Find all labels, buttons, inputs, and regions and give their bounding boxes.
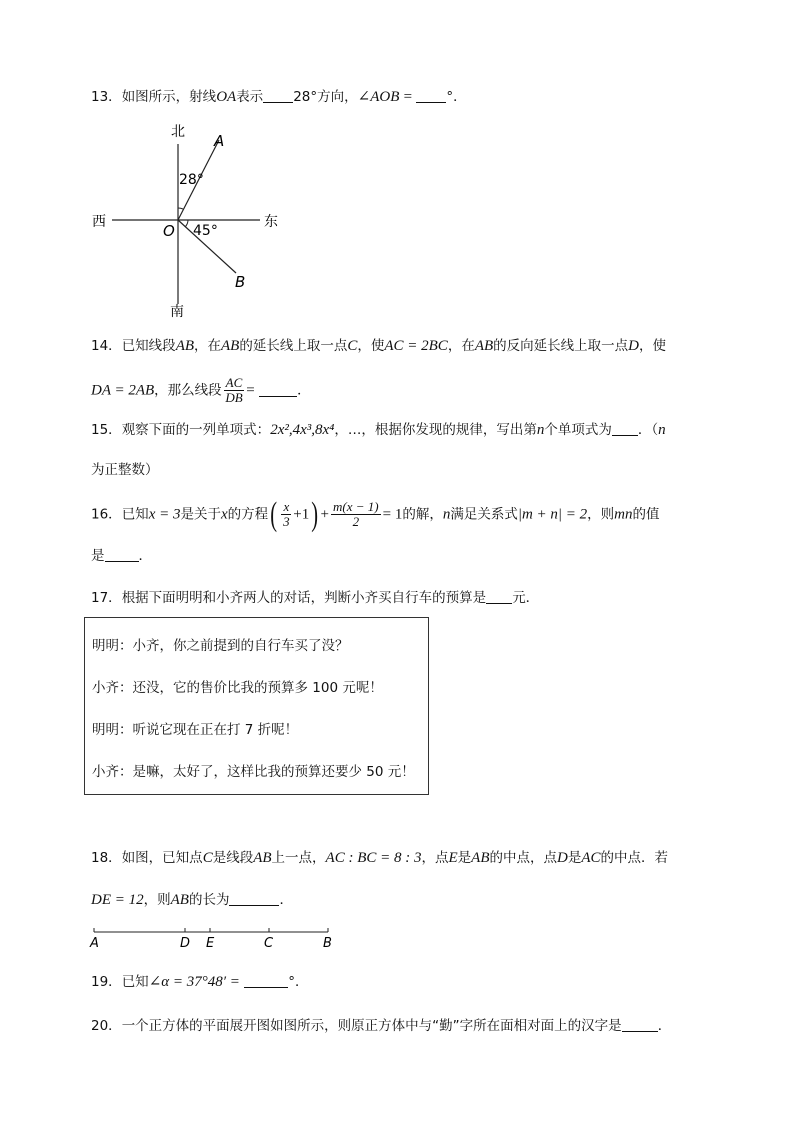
q13-text: 13．如图所示，射线OA表示 28°方向，∠AOB = °． <box>91 89 467 105</box>
label-a: A <box>90 936 99 951</box>
q15-line-2: 为正整数） <box>91 462 159 478</box>
q13-blank-1[interactable] <box>263 88 293 103</box>
label-east: 东 <box>264 214 278 230</box>
q13-compass-figure <box>88 118 288 323</box>
label-south: 南 <box>170 304 184 320</box>
angle-arc-top <box>178 208 183 209</box>
label-d: D <box>180 936 191 951</box>
q16-line-1: 16．已知x = 3是关于x的方程( $\frac{x}{3}$ +1) + $\frac{m(x - 1)}{2}$ = 1的解，n满足关系式|m + n| = 2，则mn的值 <box>91 495 660 533</box>
dialog-line-2: 小齐：还没，它的售价比我的预算多 100 元呢！ <box>92 680 383 696</box>
q16-fraction-1: $\frac{x}{3}$ <box>283 499 290 529</box>
q19-text: 19．已知∠α = 37°48′ = °． <box>91 974 309 990</box>
q17-dialog-box <box>84 617 429 795</box>
q14-line-1: 14．已知线段AB，在AB的延长线上取一点C，使AC = 2BC，在AB的反向延长线上取一点D，使 <box>91 338 666 354</box>
dialog-line-4: 小齐：是嘛，太好了，这样比我的预算还要少 50 元！ <box>92 764 415 780</box>
q13-blank-2[interactable] <box>416 88 446 103</box>
q14-blank[interactable] <box>259 382 297 397</box>
label-west: 西 <box>92 214 106 230</box>
label-angle-28: 28° <box>179 172 204 188</box>
label-a: A <box>214 132 225 150</box>
label-c: C <box>264 936 274 951</box>
q15-line-1: 15．观察下面的一列单项式：2x²,4x³,8x⁴，…，根据你发现的规律，写出第n个单项式为 ．（n <box>91 422 666 438</box>
q16-fraction-2: $\frac{m(x - 1)}{2}$ <box>333 499 379 529</box>
q14-line-2: DA = 2AB，那么线段 $\frac{AC}{DB}$ = ． <box>91 375 311 405</box>
label-b: B <box>235 273 246 291</box>
angle-arc-bottom <box>185 220 188 227</box>
q16-blank[interactable] <box>105 547 139 562</box>
q18-blank[interactable] <box>229 891 279 906</box>
label-e: E <box>206 936 215 951</box>
label-b: B <box>323 936 332 951</box>
q20-blank[interactable] <box>622 1017 658 1032</box>
q18-segment-figure <box>88 925 338 951</box>
q15-blank[interactable] <box>612 421 638 436</box>
q19-blank[interactable] <box>244 973 288 988</box>
dialog-line-1: 明明：小齐，你之前提到的自行车买了没？ <box>92 638 349 654</box>
label-angle-45: 45° <box>193 223 218 239</box>
q18-line-1: 18．如图，已知点C是线段AB上一点，AC : BC = 8 : 3，点E是AB的中点，点D是AC的中点．若 <box>91 850 668 866</box>
q20-text: 20．一个正方体的平面展开图如图所示，则原正方体中与“勤”字所在面相对面上的汉字是 ． <box>91 1018 672 1034</box>
dialog-line-3: 明明：听说它现在正在打 7 折呢！ <box>92 722 299 738</box>
q16-line-2: 是 ． <box>91 548 152 564</box>
label-north: 北 <box>171 124 185 140</box>
label-origin: O <box>163 222 175 240</box>
q17-text: 17．根据下面明明和小齐两人的对话，判断小齐买自行车的预算是 元． <box>91 590 540 606</box>
q17-blank[interactable] <box>486 589 512 604</box>
q18-line-2: DE = 12，则AB的长为 ． <box>91 892 293 908</box>
q14-fraction: $\frac{AC}{DB}$ <box>225 375 243 405</box>
